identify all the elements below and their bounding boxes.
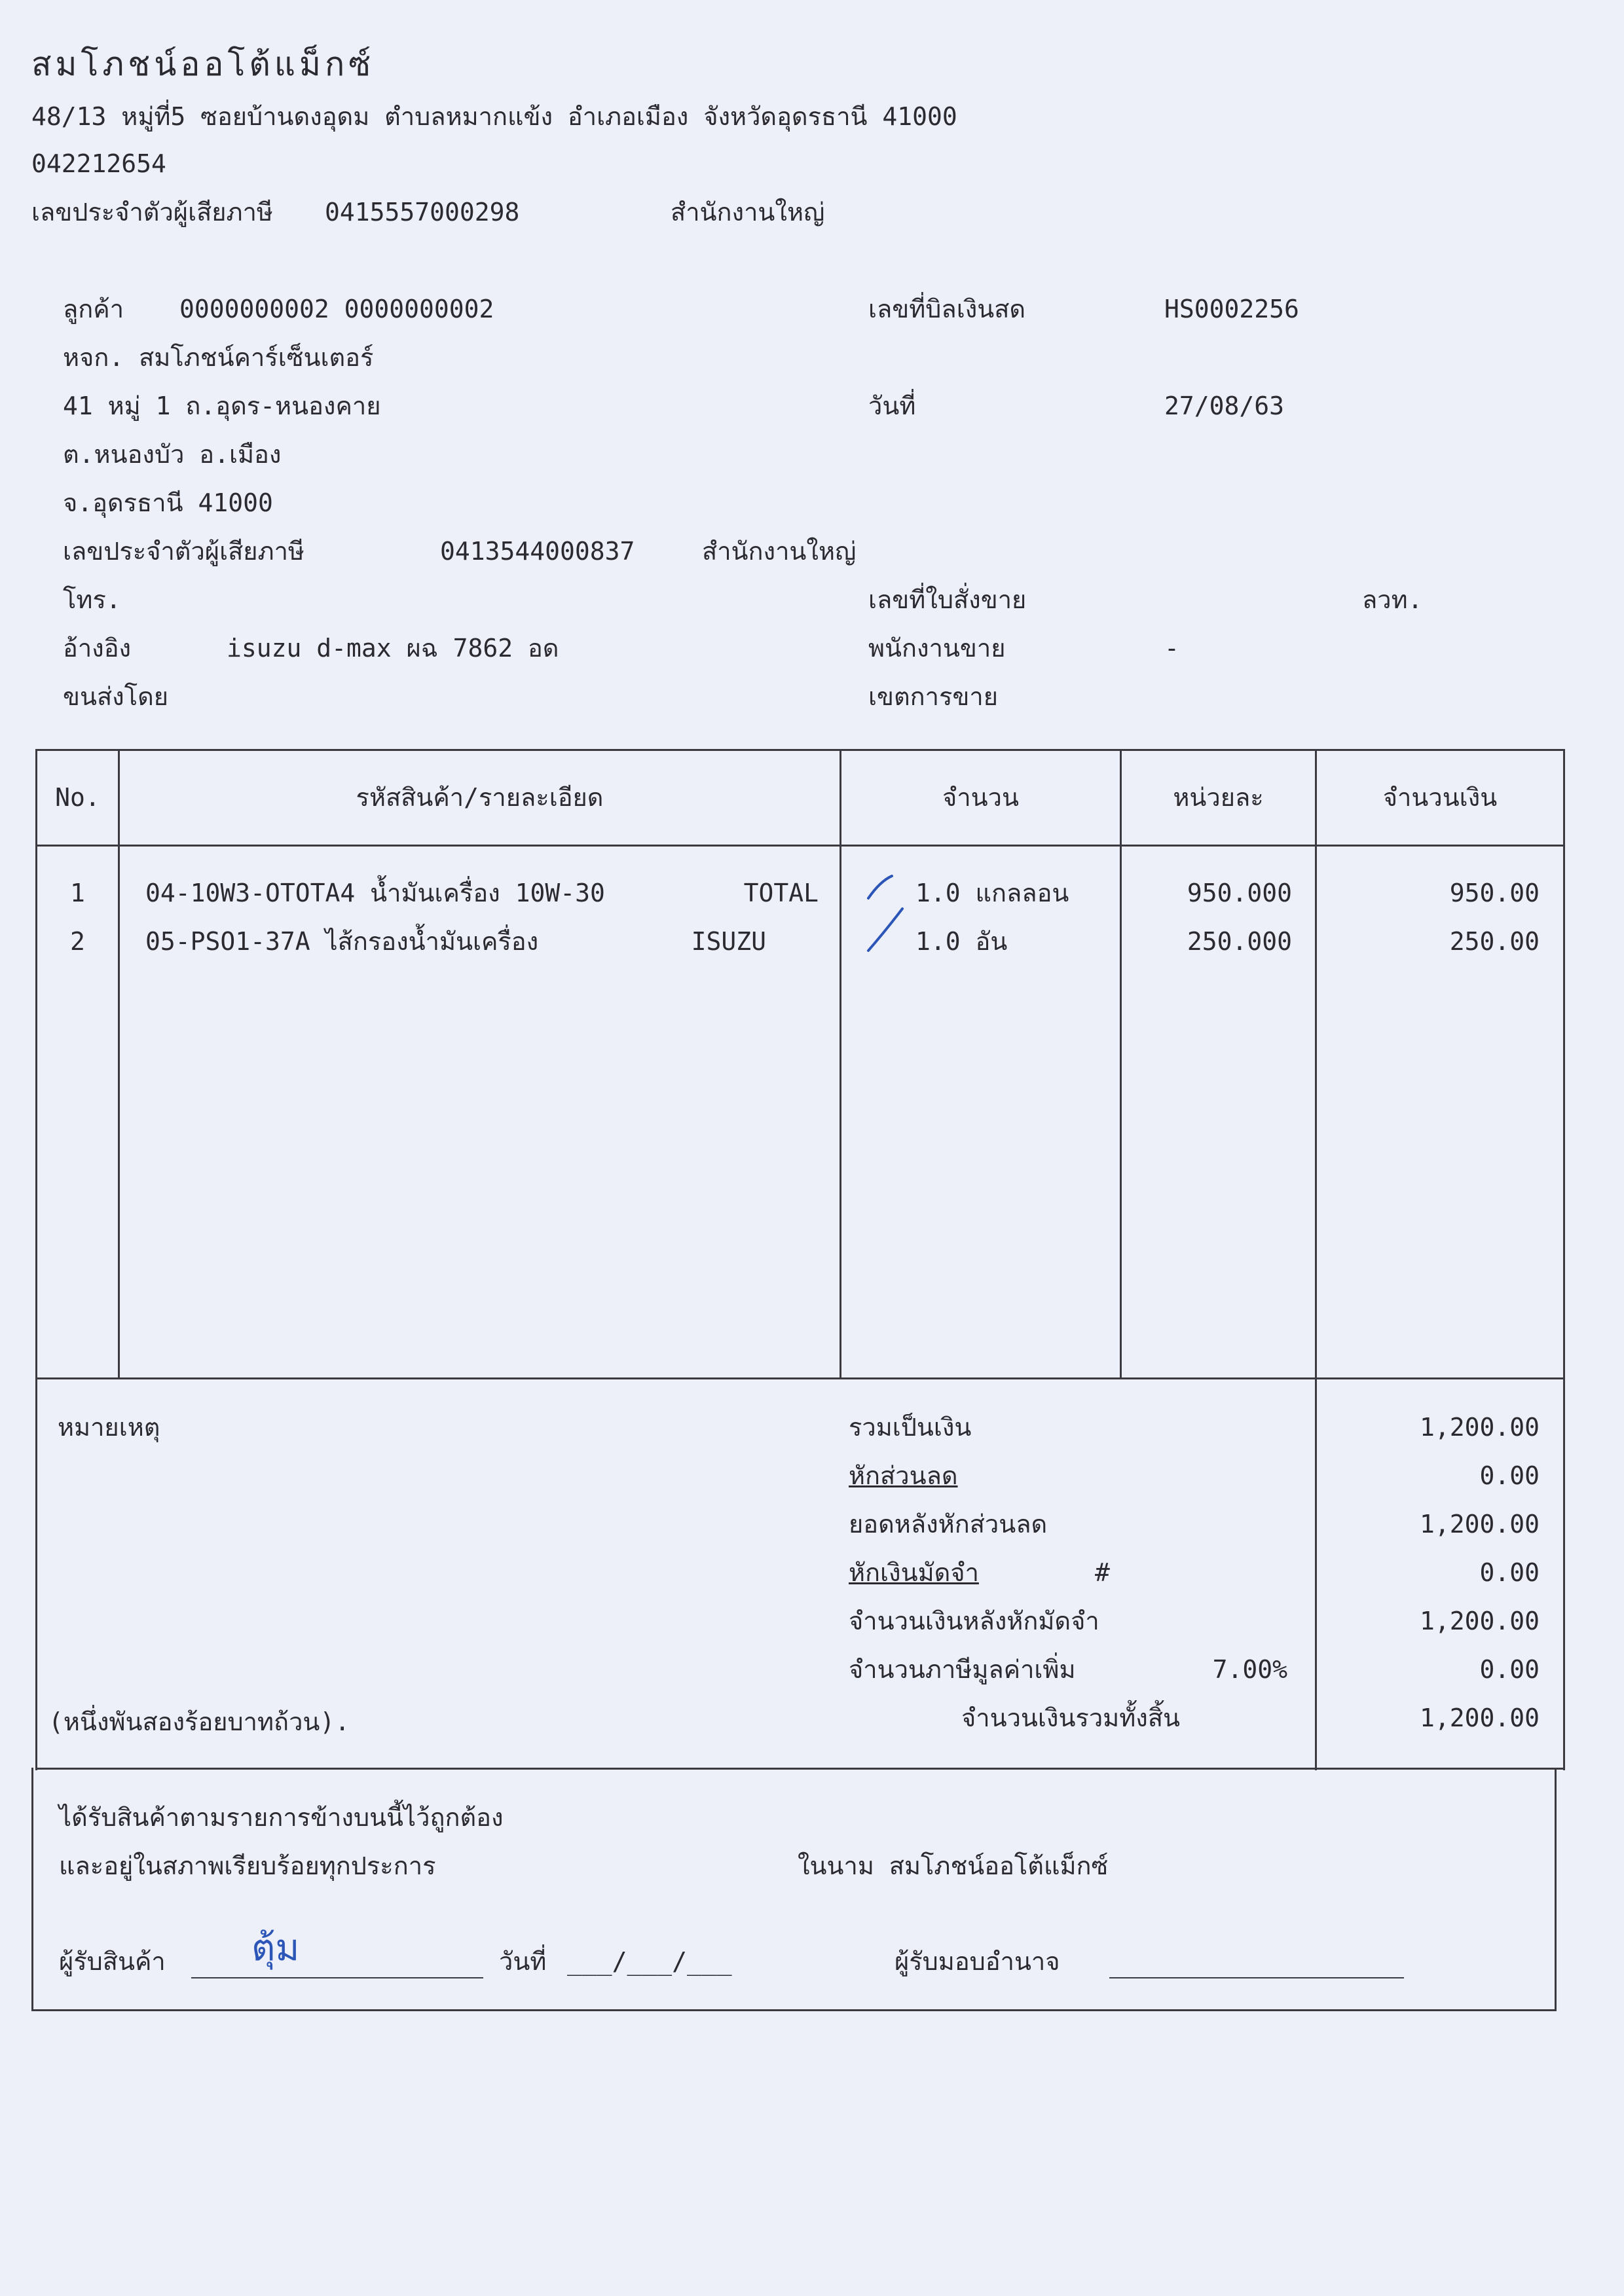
company-name: สมโภชน์ออโต้แม็กซ์: [31, 45, 375, 83]
customer-address-line: จ.อุดรธานี 41000: [63, 488, 273, 517]
customer-phone-label: โทร.: [63, 585, 121, 614]
discount-label: หักส่วนลด: [849, 1461, 958, 1490]
discount-value: 0.00: [1479, 1461, 1540, 1490]
invoice-date-label: วันที่: [868, 392, 916, 420]
column-divider: [118, 749, 120, 1379]
header-description: รหัสสินค้า/รายละเอียด: [356, 783, 604, 812]
authorized-signature-line: [1109, 1977, 1404, 1978]
customer-address-line: 41 หมู่ 1 ถ.อุดร-หนองคาย: [63, 392, 381, 420]
amount-in-words: (หนึ่งพันสองร้อยบาทถ้วน).: [48, 1707, 350, 1736]
customer-tax-id-label: เลขประจำตัวผู้เสียภาษี: [63, 537, 304, 566]
sales-order-value: ลวท.: [1362, 585, 1423, 614]
vat-rate: 7.00%: [1212, 1655, 1287, 1684]
sales-area-label: เขตการขาย: [868, 682, 998, 711]
row-description: 05-PSO1-37A ไส้กรองน้ำมันเครื่อง: [145, 927, 539, 956]
company-phone: 042212654: [31, 149, 166, 178]
column-divider: [1120, 749, 1122, 1379]
customer-name: หจก. สมโภชน์คาร์เซ็นเตอร์: [63, 343, 374, 372]
receive-date-blank: ___/___/___: [567, 1947, 732, 1976]
table-top-border: [35, 749, 1565, 751]
row-unit-price: 250.000: [1187, 927, 1292, 956]
row-brand: TOTAL: [743, 879, 819, 907]
row-number: 1: [70, 879, 85, 907]
salesperson: -: [1164, 634, 1179, 663]
row-quantity: 1.0 แกลลอน: [915, 879, 1069, 907]
header-quantity: จำนวน: [942, 783, 1019, 812]
customer-shipping-label: ขนส่งโดย: [63, 682, 169, 711]
received-statement-line1: ได้รับสินค้าตามรายการข้างบนนี้ไว้ถูกต้อง: [59, 1803, 504, 1832]
row-quantity: 1.0 อัน: [915, 927, 1008, 956]
customer-branch: สำนักงานใหญ่: [702, 537, 857, 566]
grand-total-value: 1,200.00: [1419, 1704, 1540, 1732]
vat-label: จำนวนภาษีมูลค่าเพิ่ม: [849, 1655, 1076, 1684]
header-amount: จำนวนเงิน: [1382, 783, 1498, 812]
customer-tax-id: 0413544000837: [440, 537, 635, 566]
row-amount: 250.00: [1449, 927, 1540, 956]
vat-value: 0.00: [1479, 1655, 1540, 1684]
row-number: 2: [70, 927, 85, 956]
received-statement-line2: และอยู่ในสภาพเรียบร้อยทุกประการ: [59, 1851, 436, 1880]
footer-bottom-border: [31, 2009, 1557, 2011]
receiver-signature-line: [191, 1977, 483, 1978]
company-tax-id-label: เลขประจำตัวผู้เสียภาษี: [31, 198, 273, 227]
subtotal-label: รวมเป็นเงิน: [849, 1413, 972, 1442]
row-amount: 950.00: [1449, 879, 1540, 907]
customer-code: 0000000002 0000000002: [179, 295, 494, 323]
row-brand: ISUZU: [691, 927, 766, 956]
customer-reference: isuzu d-max ผฉ 7862 อด: [227, 634, 559, 663]
authorized-person-label: ผู้รับมอบอำนาจ: [895, 1947, 1060, 1976]
footer-left-border: [31, 1768, 33, 2011]
table-bottom-border: [35, 1377, 1565, 1379]
header-unit-price: หน่วยละ: [1173, 783, 1264, 812]
customer-reference-label: อ้างอิง: [63, 634, 132, 663]
row-unit-price: 950.000: [1187, 879, 1292, 907]
receiver-label: ผู้รับสินค้า: [59, 1947, 166, 1976]
summary-bottom-border: [35, 1768, 1565, 1770]
customer-label: ลูกค้า: [63, 295, 124, 323]
receiver-signature: ตุ้ม: [251, 1927, 300, 1969]
header-no: No.: [55, 783, 100, 812]
footer-right-border: [1555, 1768, 1557, 2011]
customer-address-line: ต.หนองบัว อ.เมือง: [63, 440, 282, 469]
deposit-label: หักเงินมัดจำ: [849, 1558, 979, 1587]
row-description: 04-10W3-OTOTA4 น้ำมันเครื่อง 10W-30: [145, 879, 605, 907]
company-address: 48/13 หมู่ที่5 ซอยบ้านดงอุดม ตำบลหมากแข้ง อำเภอเมือง จังหวัดอุดรธานี 41000: [31, 102, 957, 131]
deposit-value: 0.00: [1479, 1558, 1540, 1587]
receive-date-label: วันที่: [499, 1947, 547, 1976]
deposit-number-sign: #: [1095, 1558, 1110, 1587]
after-discount-label: ยอดหลังหักส่วนลด: [849, 1510, 1048, 1539]
grand-total-label: จำนวนเงินรวมทั้งสิ้น: [961, 1704, 1180, 1732]
subtotal-value: 1,200.00: [1419, 1413, 1540, 1442]
column-divider: [840, 749, 841, 1379]
invoice-date: 27/08/63: [1164, 392, 1285, 420]
table-header-border: [35, 845, 1565, 847]
company-tax-id: 0415557000298: [325, 198, 520, 227]
after-deposit-label: จำนวนเงินหลังหักมัดจำ: [849, 1607, 1099, 1635]
check-mark-icon: [863, 868, 915, 960]
remark-label: หมายเหตุ: [58, 1413, 160, 1442]
on-behalf-of: ในนาม สมโภชน์ออโต้แม็กซ์: [798, 1851, 1109, 1880]
after-discount-value: 1,200.00: [1419, 1510, 1540, 1539]
company-branch: สำนักงานใหญ่: [671, 198, 825, 227]
after-deposit-value: 1,200.00: [1419, 1607, 1540, 1635]
frame-right-border: [1563, 749, 1565, 1770]
bill-number-label: เลขที่บิลเงินสด: [868, 295, 1026, 323]
sales-order-label: เลขที่ใบสั่งขาย: [868, 585, 1027, 614]
bill-number: HS0002256: [1164, 295, 1299, 323]
salesperson-label: พนักงานขาย: [868, 634, 1006, 663]
